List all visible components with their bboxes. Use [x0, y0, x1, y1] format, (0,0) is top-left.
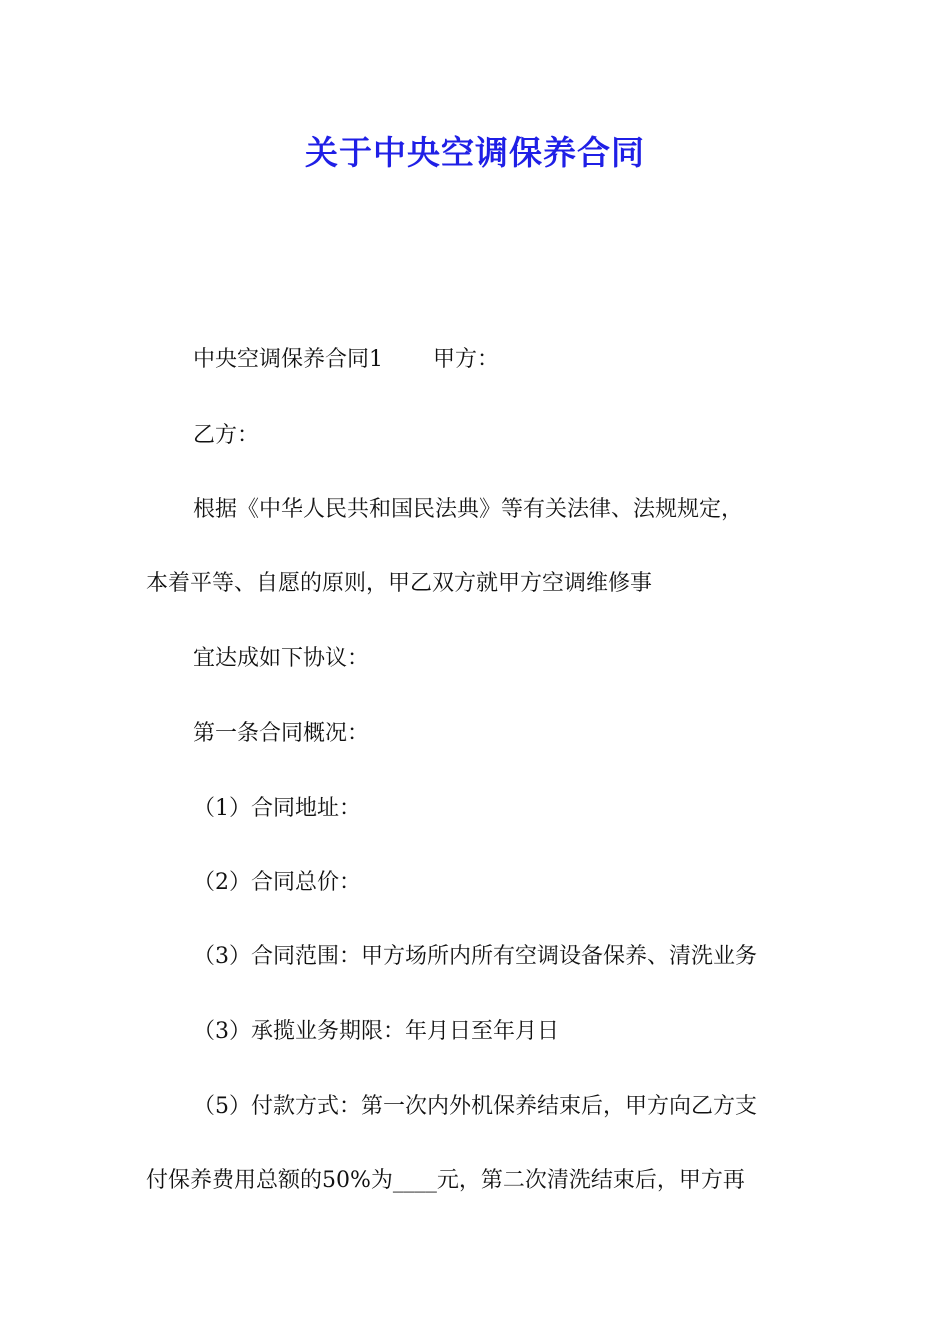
- party-b-label: 乙方：: [193, 423, 260, 448]
- list-item: （5）付款方式：第一次内外机保养结束后，甲方向乙方支: [193, 1094, 757, 1119]
- paragraph-line: 根据《中华人民共和国民法典》等有关法律、法规规定，: [193, 497, 744, 522]
- paragraph-line: 宜达成如下协议：: [193, 646, 370, 671]
- contract-heading-line: [193, 345, 499, 375]
- party-a-label: 甲方：: [433, 347, 500, 372]
- list-item: （2）合同总价：: [193, 870, 361, 895]
- contract-name: 中央空调保养合同1: [193, 347, 383, 372]
- paragraph-line: 本着平等、自愿的原则，甲乙双方就甲方空调维修事: [146, 571, 653, 596]
- list-item: （1）合同地址：: [193, 796, 361, 821]
- article-heading: 第一条合同概况：: [193, 721, 370, 746]
- document-title: 关于中央空调保养合同: [305, 133, 645, 172]
- list-item: （3）承揽业务期限：年月日至年月日: [193, 1019, 559, 1044]
- paragraph-line: 付保养费用总额的50%为____元，第二次清洗结束后，甲方再: [146, 1168, 745, 1193]
- list-item: （3）合同范围：甲方场所内所有空调设备保养、清洗业务: [193, 944, 757, 969]
